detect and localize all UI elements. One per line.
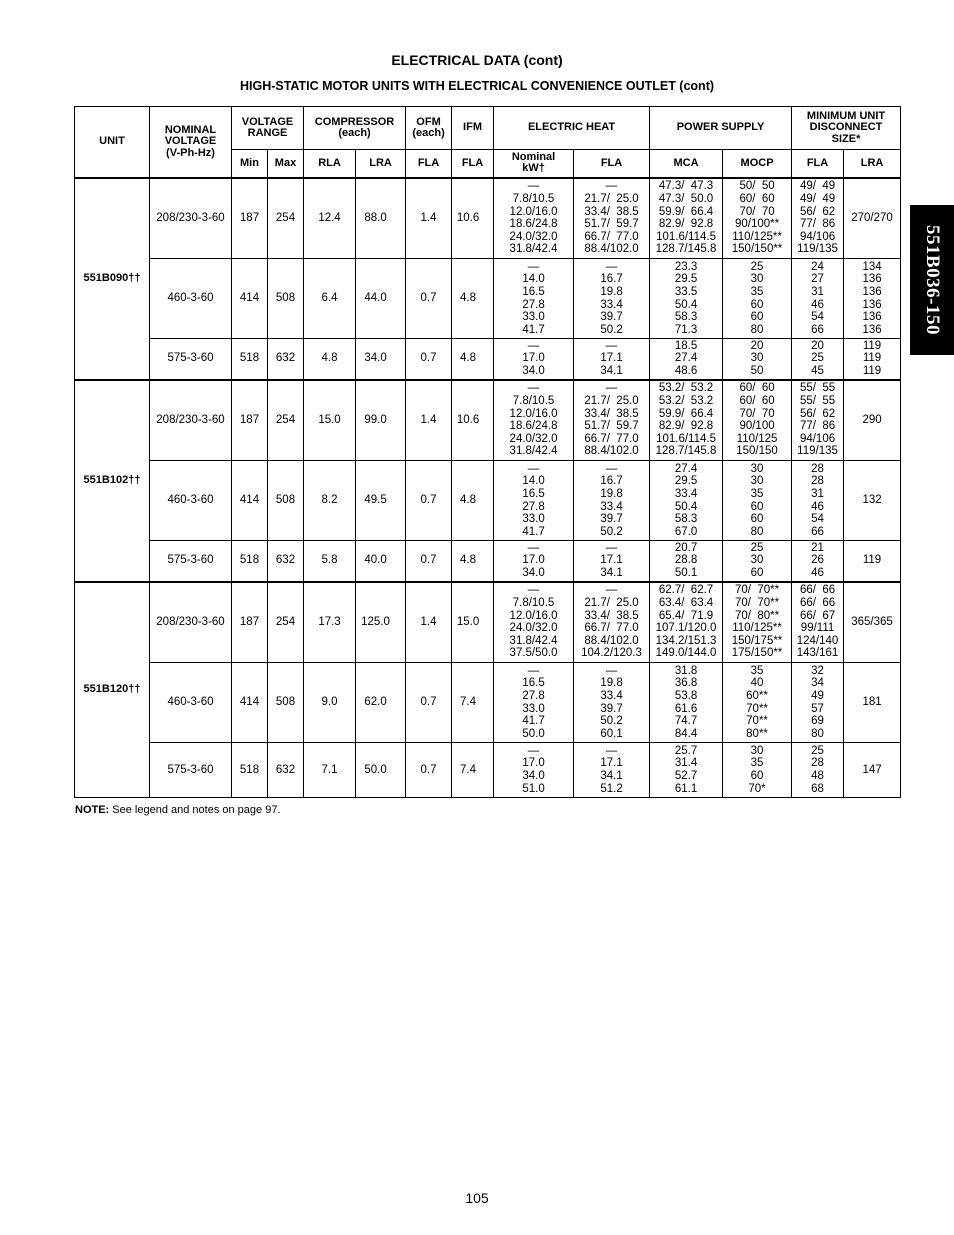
table-row [75, 743, 901, 798]
cell-lra: 44.0 [356, 259, 406, 339]
table-row [75, 339, 901, 380]
table-row [75, 380, 901, 461]
cell-value: 119 119 119 [862, 339, 882, 378]
cell-ofm: 1.4 [406, 178, 452, 259]
cell-mca [650, 259, 723, 339]
cell-ifm: 4.8 [452, 259, 494, 339]
cell-disc-fla [792, 541, 844, 582]
cell-value: — 14.0 16.5 27.8 33.0 41.7 [522, 260, 545, 336]
cell-mocp [723, 178, 792, 259]
cell-max: 508 [268, 461, 304, 541]
side-tab-label: 551B036-150 [922, 225, 943, 335]
cell-value: 25.7 31.4 52.7 61.1 [674, 744, 698, 795]
cell-rla: 9.0 [304, 663, 356, 743]
table-row [75, 663, 901, 743]
header-ofm: OFM (each) [406, 107, 452, 150]
cell-value: — 7.8/10.5 12.0/16.0 24.0/32.0 31.8/42.4 37.5/50.0 [509, 584, 558, 660]
cell-disc-lra [844, 743, 901, 798]
cell-mocp [723, 461, 792, 541]
cell-voltage: 575-3-60 [150, 743, 232, 798]
cell-value: — 17.1 34.1 51.2 [600, 744, 623, 795]
cell-value: 20 30 50 [750, 339, 764, 378]
cell-mocp [723, 259, 792, 339]
cell-ifm: 4.8 [452, 339, 494, 380]
cell-value: 60/ 60 60/ 60 70/ 70 90/100 110/125 150/150 [736, 382, 778, 458]
cell-disc-fla [792, 380, 844, 461]
cell-disc-lra [844, 663, 901, 743]
cell-mocp [723, 541, 792, 582]
cell-value: 30 35 60 70* [748, 744, 766, 795]
cell-disc-lra [844, 380, 901, 461]
cell-ofm: 1.4 [406, 582, 452, 663]
cell-rla: 8.2 [304, 461, 356, 541]
cell-value: 23.3 29.5 33.5 50.4 58.3 71.3 [674, 260, 698, 336]
cell-max: 632 [268, 339, 304, 380]
cell-mca [650, 743, 723, 798]
cell-value: 62.7/ 62.7 63.4/ 63.4 65.4/ 71.9 107.1/120.0 134.2/151.3 149.0/144.0 [655, 584, 717, 660]
cell-lra: 125.0 [356, 582, 406, 663]
cell-value: 20 25 45 [811, 339, 824, 378]
cell-value: 119 [862, 554, 882, 567]
cell-voltage: 575-3-60 [150, 541, 232, 582]
cell-disc-lra [844, 339, 901, 380]
cell-heat-fla [574, 582, 650, 663]
cell-lra: 50.0 [356, 743, 406, 798]
header-min-disconnect: MINIMUM UNIT DISCONNECT SIZE* [792, 107, 901, 150]
cell-rla: 5.8 [304, 541, 356, 582]
cell-value: — 16.7 19.8 33.4 39.7 50.2 [600, 260, 623, 336]
cell-ofm: 0.7 [406, 259, 452, 339]
cell-value: 55/ 55 55/ 55 56/ 62 77/ 86 94/106 119/135 [797, 382, 838, 458]
cell-value: 18.5 27.4 48.6 [674, 339, 698, 378]
header-unit: UNIT [75, 107, 150, 178]
cell-value: 21 26 46 [811, 541, 824, 580]
cell-disc-fla [792, 259, 844, 339]
page-number: 105 [465, 1190, 489, 1206]
cell-value: 28 28 31 46 54 66 [811, 462, 824, 538]
cell-lra: 99.0 [356, 380, 406, 461]
cell-value: 270/270 [851, 211, 893, 224]
cell-value: 31.8 36.8 53.8 61.6 74.7 84.4 [674, 664, 698, 740]
cell-disc-lra [844, 461, 901, 541]
header-nominal-kw: Nominal kW† [494, 150, 574, 178]
cell-ofm: 0.7 [406, 541, 452, 582]
cell-min: 518 [232, 743, 268, 798]
cell-voltage: 575-3-60 [150, 339, 232, 380]
cell-ofm: 0.7 [406, 663, 452, 743]
cell-disc-lra [844, 178, 901, 259]
cell-ofm: 0.7 [406, 339, 452, 380]
header-rla: RLA [304, 150, 356, 178]
cell-min: 187 [232, 380, 268, 461]
cell-heat-fla [574, 259, 650, 339]
cell-disc-fla [792, 743, 844, 798]
note-text: See legend and notes on page 97. [109, 804, 281, 816]
cell-mocp [723, 663, 792, 743]
cell-min: 518 [232, 541, 268, 582]
cell-value: — 17.0 34.0 51.0 [522, 744, 545, 795]
header-voltage-range: VOLTAGE RANGE [232, 107, 304, 150]
cell-rla: 17.3 [304, 582, 356, 663]
unit-name: 551B120†† [75, 582, 150, 798]
header-heat-fla: FLA [574, 150, 650, 178]
cell-value: — 17.0 34.0 [522, 339, 545, 378]
cell-disc-lra [844, 582, 901, 663]
cell-rla: 4.8 [304, 339, 356, 380]
cell-value: — 16.7 19.8 33.4 39.7 50.2 [600, 462, 623, 538]
cell-value: 50/ 50 60/ 60 70/ 70 90/100** 110/125** 150/150** [731, 180, 783, 256]
cell-voltage: 208/230-3-60 [150, 380, 232, 461]
header-ifm: IFM [452, 107, 494, 150]
cell-rla: 12.4 [304, 178, 356, 259]
cell-value: — 21.7/ 25.0 33.4/ 38.5 51.7/ 59.7 66.7/ 77.0 88.4/102.0 [584, 180, 639, 256]
cell-min: 187 [232, 178, 268, 259]
cell-min: 414 [232, 461, 268, 541]
cell-value: 365/365 [851, 615, 893, 628]
header-max: Max [268, 150, 304, 178]
table-row [75, 461, 901, 541]
cell-kw [494, 380, 574, 461]
cell-kw [494, 178, 574, 259]
note-label: NOTE: [75, 804, 110, 816]
cell-kw [494, 663, 574, 743]
page-title: ELECTRICAL DATA (cont) [391, 52, 563, 68]
cell-disc-fla [792, 461, 844, 541]
cell-max: 254 [268, 380, 304, 461]
cell-value: — 21.7/ 25.0 33.4/ 38.5 66.7/ 77.0 88.4/102.0 104.2/120.3 [581, 584, 642, 660]
side-tab [910, 205, 954, 355]
cell-value: 70/ 70** 70/ 70** 70/ 80** 110/125** 150/175** 175/150** [731, 584, 783, 660]
header-disc-fla: FLA [792, 150, 844, 178]
cell-value: — 17.0 34.0 [522, 541, 545, 580]
cell-mca [650, 380, 723, 461]
cell-value: 132 [862, 494, 882, 507]
cell-ifm: 10.6 [452, 380, 494, 461]
cell-value: — 14.0 16.5 27.8 33.0 41.7 [522, 462, 545, 538]
cell-value: 24 27 31 46 54 66 [811, 260, 824, 336]
cell-lra: 40.0 [356, 541, 406, 582]
cell-value: 147 [862, 763, 882, 776]
cell-value: 66/ 66 66/ 66 66/ 67 99/111 124/140 143/161 [796, 584, 839, 660]
cell-mca [650, 339, 723, 380]
cell-value: 181 [862, 696, 882, 709]
cell-value: — 17.1 34.1 [600, 339, 623, 378]
cell-disc-fla [792, 663, 844, 743]
cell-value: 25 30 60 [750, 541, 764, 580]
cell-value: — 21.7/ 25.0 33.4/ 38.5 51.7/ 59.7 66.7/ 77.0 88.4/102.0 [584, 382, 639, 458]
cell-min: 414 [232, 259, 268, 339]
cell-disc-fla [792, 178, 844, 259]
cell-ifm: 4.8 [452, 541, 494, 582]
cell-voltage: 460-3-60 [150, 663, 232, 743]
cell-rla: 15.0 [304, 380, 356, 461]
unit-name: 551B102†† [75, 380, 150, 582]
cell-mocp [723, 743, 792, 798]
table-row [75, 178, 901, 259]
cell-kw [494, 461, 574, 541]
cell-ifm: 4.8 [452, 461, 494, 541]
cell-value: 53.2/ 53.2 53.2/ 53.2 59.9/ 66.4 82.9/ 92.8 101.6/114.5 128.7/145.8 [655, 382, 717, 458]
cell-disc-fla [792, 339, 844, 380]
cell-ofm: 1.4 [406, 380, 452, 461]
table-row [75, 259, 901, 339]
cell-value: 25 30 35 60 60 80 [750, 260, 764, 336]
cell-value: 47.3/ 47.3 47.3/ 50.0 59.9/ 66.4 82.9/ 92.8 101.6/114.5 128.7/145.8 [655, 180, 717, 256]
cell-mca [650, 541, 723, 582]
table-row [75, 582, 901, 663]
cell-value: — 7.8/10.5 12.0/16.0 18.6/24.8 24.0/32.0 31.8/42.4 [509, 382, 558, 458]
unit-name: 551B090†† [75, 178, 150, 380]
cell-heat-fla [574, 743, 650, 798]
cell-lra: 34.0 [356, 339, 406, 380]
header-disc-lra: LRA [844, 150, 901, 178]
cell-kw [494, 339, 574, 380]
cell-value: 25 28 48 68 [811, 744, 824, 795]
cell-mca [650, 461, 723, 541]
header-ofm-fla: FLA [406, 150, 452, 178]
cell-ifm: 10.6 [452, 178, 494, 259]
cell-lra: 62.0 [356, 663, 406, 743]
cell-value: — 7.8/10.5 12.0/16.0 18.6/24.8 24.0/32.0 31.8/42.4 [509, 180, 558, 256]
header-ifm-fla: FLA [452, 150, 494, 178]
electrical-data-table [74, 106, 901, 798]
header-electric-heat: ELECTRIC HEAT [494, 107, 650, 150]
header-mocp: MOCP [723, 150, 792, 178]
table-note [75, 804, 281, 816]
header-compressor: COMPRESSOR (each) [304, 107, 406, 150]
cell-value: 290 [862, 413, 882, 426]
cell-value: 20.7 28.8 50.1 [674, 541, 698, 580]
cell-value: — 16.5 27.8 33.0 41.7 50.0 [522, 664, 545, 740]
cell-mocp [723, 380, 792, 461]
cell-lra: 88.0 [356, 178, 406, 259]
cell-max: 632 [268, 743, 304, 798]
table-row [75, 541, 901, 582]
cell-min: 187 [232, 582, 268, 663]
cell-value: 35 40 60** 70** 70** 80** [746, 664, 768, 740]
cell-ofm: 0.7 [406, 743, 452, 798]
cell-value: 49/ 49 49/ 49 56/ 62 77/ 86 94/106 119/135 [797, 180, 838, 256]
cell-mca [650, 663, 723, 743]
cell-voltage: 460-3-60 [150, 461, 232, 541]
cell-heat-fla [574, 541, 650, 582]
cell-heat-fla [574, 380, 650, 461]
cell-mocp [723, 582, 792, 663]
cell-mocp [723, 339, 792, 380]
cell-disc-fla [792, 582, 844, 663]
cell-kw [494, 582, 574, 663]
header-power-supply: POWER SUPPLY [650, 107, 792, 150]
header-nominal-voltage: NOMINAL VOLTAGE (V-Ph-Hz) [150, 107, 232, 178]
header-mca: MCA [650, 150, 723, 178]
cell-rla: 7.1 [304, 743, 356, 798]
cell-value: 30 30 35 60 60 80 [750, 462, 764, 538]
cell-value: — 17.1 34.1 [600, 541, 623, 580]
cell-min: 414 [232, 663, 268, 743]
cell-heat-fla [574, 461, 650, 541]
cell-max: 632 [268, 541, 304, 582]
cell-ifm: 7.4 [452, 663, 494, 743]
header-min: Min [232, 150, 268, 178]
cell-kw [494, 743, 574, 798]
cell-heat-fla [574, 663, 650, 743]
cell-rla: 6.4 [304, 259, 356, 339]
cell-ifm: 7.4 [452, 743, 494, 798]
cell-value: 134 136 136 136 136 136 [862, 260, 882, 336]
cell-ifm: 15.0 [452, 582, 494, 663]
cell-lra: 49.5 [356, 461, 406, 541]
header-lra: LRA [356, 150, 406, 178]
cell-value: — 19.8 33.4 39.7 50.2 60.1 [600, 664, 623, 740]
cell-voltage: 208/230-3-60 [150, 582, 232, 663]
cell-ofm: 0.7 [406, 461, 452, 541]
cell-heat-fla [574, 178, 650, 259]
cell-voltage: 208/230-3-60 [150, 178, 232, 259]
cell-disc-lra [844, 541, 901, 582]
cell-heat-fla [574, 339, 650, 380]
cell-kw [494, 259, 574, 339]
cell-mca [650, 582, 723, 663]
cell-max: 254 [268, 178, 304, 259]
cell-max: 508 [268, 259, 304, 339]
cell-max: 254 [268, 582, 304, 663]
cell-min: 518 [232, 339, 268, 380]
table-subtitle: HIGH-STATIC MOTOR UNITS WITH ELECTRICAL CONVENIENCE OUTLET (cont) [239, 79, 715, 93]
cell-kw [494, 541, 574, 582]
cell-value: 27.4 29.5 33.4 50.4 58.3 67.0 [674, 462, 698, 538]
cell-voltage: 460-3-60 [150, 259, 232, 339]
cell-disc-lra [844, 259, 901, 339]
cell-value: 32 34 49 57 69 80 [811, 664, 824, 740]
cell-max: 508 [268, 663, 304, 743]
cell-mca [650, 178, 723, 259]
